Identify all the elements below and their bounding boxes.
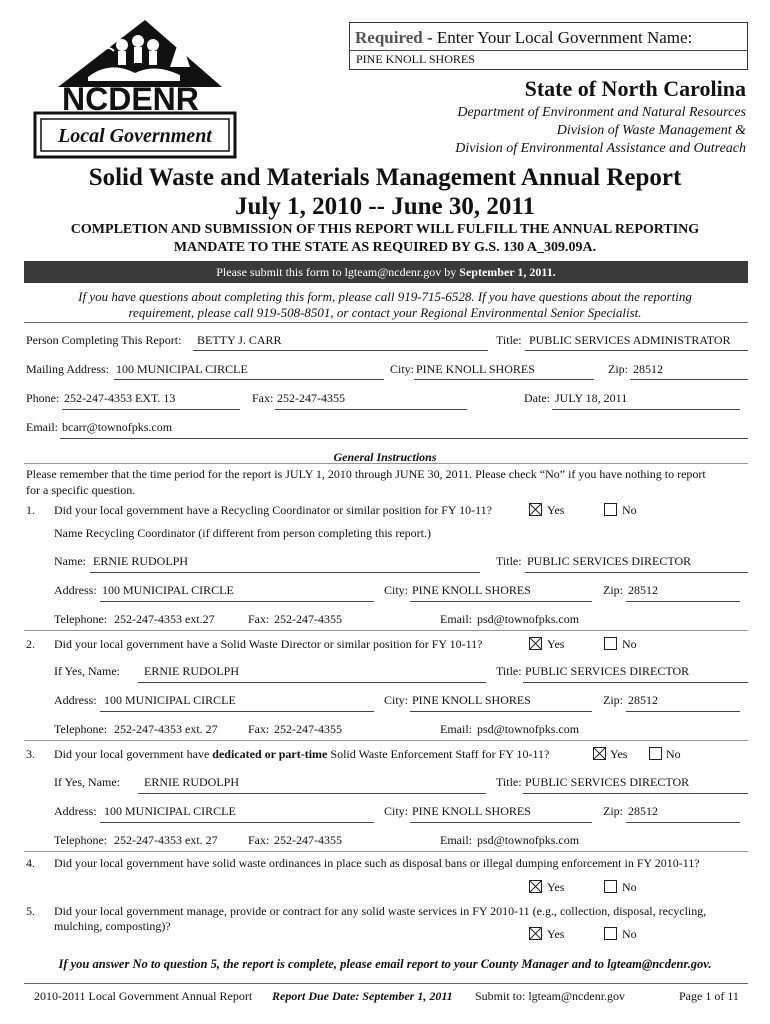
logo-name: NCDENR [62, 81, 199, 117]
q4-no-label: No [622, 880, 637, 894]
footer-submit: Submit to: lgteam@ncdenr.gov [475, 989, 626, 1003]
final-note: If you answer No to question 5, the report is complete, please email report to your County Manager and to lgteam@ncdenr.gov. [58, 957, 712, 971]
q3-text: Did your local government have dedicated or part-time Solid Waste Enforcement Staff for FY 10-11? [54, 747, 550, 761]
date-field[interactable]: JULY 18, 2011 [555, 391, 628, 405]
help-note-1: If you have questions about completing this form, please call 919-715-6528. If you have questions about the reporting [78, 289, 692, 304]
q1-number: 1. [26, 503, 35, 517]
q3-name-field[interactable]: ERNIE RUDOLPH [144, 775, 239, 789]
footer-page-number: Page 1 of 11 [679, 989, 739, 1003]
ncdenr-logo [30, 15, 240, 160]
city-label: City: [390, 362, 415, 376]
q3-no-label: No [666, 747, 681, 761]
q3-address-label: Address: [54, 804, 97, 818]
q3-address-field[interactable]: 100 MUNICIPAL CIRCLE [104, 804, 236, 818]
state-heading: State of North Carolina [524, 76, 746, 101]
q1-address-field[interactable]: 100 MUNICIPAL CIRCLE [102, 583, 234, 597]
q1-telephone-field[interactable]: 252-247-4353 ext.27 [114, 612, 215, 626]
report-period: July 1, 2010 -- June 30, 2011 [234, 193, 536, 220]
email-label: Email: [26, 420, 58, 434]
q1-fax-field[interactable]: 252-247-4355 [274, 612, 342, 626]
logo-subtitle: Local Government [58, 125, 212, 147]
mandate-line-1: COMPLETION AND SUBMISSION OF THIS REPORT WILL FULFILL THE ANNUAL REPORTING [70, 222, 700, 237]
dept-line-3: Division of Environmental Assistance and Outreach [455, 141, 746, 156]
footer-report-name: 2010-2011 Local Government Annual Report [34, 989, 253, 1003]
q2-name-label: If Yes, Name: [54, 664, 120, 678]
q2-title-field[interactable]: PUBLIC SERVICES DIRECTOR [525, 664, 690, 678]
zip-field[interactable]: 28512 [633, 362, 663, 376]
q1-email-field[interactable]: psd@townofpks.com [477, 612, 580, 626]
q3-yes-checkbox[interactable] [593, 747, 606, 760]
mailing-field[interactable]: 100 MUNICIPAL CIRCLE [116, 362, 248, 376]
q3-zip-label: Zip: [603, 804, 623, 818]
q4-yes-label: Yes [547, 880, 565, 894]
q2-telephone-field[interactable]: 252-247-4353 ext. 27 [114, 722, 218, 736]
q4-text: Did your local government have solid waste ordinances in place such as disposal bans or illegal dumping enforcement in FY 2010-11? [54, 856, 700, 870]
q3-no-checkbox[interactable] [649, 747, 662, 760]
q1-name-label: Name: [54, 554, 86, 568]
help-note-2: requirement, please call 919-508-8501, or contact your Regional Environmental Senior Specialist. [128, 305, 642, 320]
fax-field[interactable]: 252-247-4355 [277, 391, 345, 405]
q5-text-line-2: mulching, composting)? [54, 919, 171, 933]
q1-city-field[interactable]: PINE KNOLL SHORES [412, 583, 531, 597]
instructions-line-1: Please remember that the time period for the report is JULY 1, 2010 through JUNE 30, 2011. Please check “No” if you have nothing to report [26, 467, 706, 481]
q2-no-checkbox[interactable] [604, 637, 617, 650]
q3-email-label: Email: [440, 833, 472, 847]
report-title: Solid Waste and Materials Management Annual Report [88, 164, 682, 191]
q3-title-field[interactable]: PUBLIC SERVICES DIRECTOR [525, 775, 690, 789]
q1-telephone-label: Telephone: [54, 612, 108, 626]
required-prompt: Required - Enter Your Local Government Name: [355, 28, 693, 47]
q2-city-field[interactable]: PINE KNOLL SHORES [412, 693, 531, 707]
q3-email-field[interactable]: psd@townofpks.com [477, 833, 580, 847]
q3-city-field[interactable]: PINE KNOLL SHORES [412, 804, 531, 818]
q2-city-label: City: [384, 693, 409, 707]
q2-address-label: Address: [54, 693, 97, 707]
q2-zip-field[interactable]: 28512 [628, 693, 658, 707]
q3-city-label: City: [384, 804, 409, 818]
q3-telephone-label: Telephone: [54, 833, 108, 847]
q1-zip-label: Zip: [603, 583, 623, 597]
q2-text: Did your local government have a Solid Waste Director or similar position for FY 10-11? [54, 637, 483, 651]
q2-telephone-label: Telephone: [54, 722, 108, 736]
q1-city-label: City: [384, 583, 409, 597]
q2-email-field[interactable]: psd@townofpks.com [477, 722, 580, 736]
instructions-line-2: for a specific question. [26, 483, 136, 497]
q2-no-label: No [622, 637, 637, 651]
q1-yes-label: Yes [547, 503, 565, 517]
q2-yes-checkbox[interactable] [529, 637, 542, 650]
title-field[interactable]: PUBLIC SERVICES ADMINISTRATOR [529, 333, 731, 347]
banner-text: Please submit this form to lgteam@ncdenr.gov by [216, 265, 460, 279]
title-label: Title: [496, 333, 522, 347]
q2-fax-field[interactable]: 252-247-4355 [274, 722, 342, 736]
q2-address-field[interactable]: 100 MUNICIPAL CIRCLE [104, 693, 236, 707]
q5-yes-checkbox[interactable] [529, 927, 542, 940]
q1-zip-field[interactable]: 28512 [628, 583, 658, 597]
q4-no-checkbox[interactable] [604, 880, 617, 893]
mailing-label: Mailing Address: [26, 362, 109, 376]
q3-fax-field[interactable]: 252-247-4355 [274, 833, 342, 847]
q2-email-label: Email: [440, 722, 472, 736]
dept-line-2: Division of Waste Management & [556, 123, 746, 138]
q3-zip-field[interactable]: 28512 [628, 804, 658, 818]
q1-email-label: Email: [440, 612, 472, 626]
q1-no-checkbox[interactable] [604, 503, 617, 516]
q3-telephone-field[interactable]: 252-247-4353 ext. 27 [114, 833, 218, 847]
q2-yes-label: Yes [547, 637, 565, 651]
dept-line-1: Department of Environment and Natural Resources [457, 105, 746, 120]
fax-label: Fax: [252, 391, 274, 405]
q3-number: 3. [26, 747, 35, 761]
q3-fax-label: Fax: [248, 833, 270, 847]
q1-title-label: Title: [496, 554, 522, 568]
q3-name-label: If Yes, Name: [54, 775, 120, 789]
q2-name-field[interactable]: ERNIE RUDOLPH [144, 664, 239, 678]
q1-sub: Name Recycling Coordinator (if different from person completing this report.) [54, 526, 432, 540]
email-field[interactable]: bcarr@townofpks.com [62, 420, 173, 434]
q2-zip-label: Zip: [603, 693, 623, 707]
footer-due-date: Report Due Date: September 1, 2011 [272, 989, 453, 1003]
q1-address-label: Address: [54, 583, 97, 597]
date-label: Date: [524, 391, 550, 405]
person-field[interactable]: BETTY J. CARR [197, 333, 282, 347]
q4-number: 4. [26, 856, 35, 870]
city-field[interactable]: PINE KNOLL SHORES [416, 362, 535, 376]
banner-date: September 1, 2011. [459, 265, 556, 279]
q5-text-line-1: Did your local government manage, provide or contract for any solid waste services in FY 2010-11 (e.g., collection, disposal, recycling, [54, 904, 707, 918]
q1-title-field[interactable]: PUBLIC SERVICES DIRECTOR [527, 554, 692, 568]
q1-fax-label: Fax: [248, 612, 270, 626]
phone-field[interactable]: 252-247-4353 EXT. 13 [64, 391, 176, 405]
instructions-heading: General Instructions [333, 450, 437, 464]
submit-banner [24, 261, 748, 283]
phone-label: Phone: [26, 391, 60, 405]
q1-name-field[interactable]: ERNIE RUDOLPH [93, 554, 188, 568]
q5-number: 5. [26, 904, 35, 918]
q5-no-checkbox[interactable] [604, 927, 617, 940]
q1-no-label: No [622, 503, 637, 517]
q3-yes-label: Yes [610, 747, 628, 761]
q5-no-label: No [622, 927, 637, 941]
q2-fax-label: Fax: [248, 722, 270, 736]
local-government-name-field[interactable]: PINE KNOLL SHORES [356, 52, 475, 66]
zip-label: Zip: [608, 362, 628, 376]
q4-yes-checkbox[interactable] [529, 880, 542, 893]
mandate-line-2: MANDATE TO THE STATE AS REQUIRED BY G.S. 130 A_309.09A. [173, 240, 597, 255]
q1-text: Did your local government have a Recycling Coordinator or similar position for FY 10-11? [54, 503, 493, 517]
q5-yes-label: Yes [547, 927, 565, 941]
q2-number: 2. [26, 637, 35, 651]
q1-yes-checkbox[interactable] [529, 503, 542, 516]
q3-title-label: Title: [496, 775, 522, 789]
person-label: Person Completing This Report: [26, 333, 182, 347]
q2-title-label: Title: [496, 664, 522, 678]
